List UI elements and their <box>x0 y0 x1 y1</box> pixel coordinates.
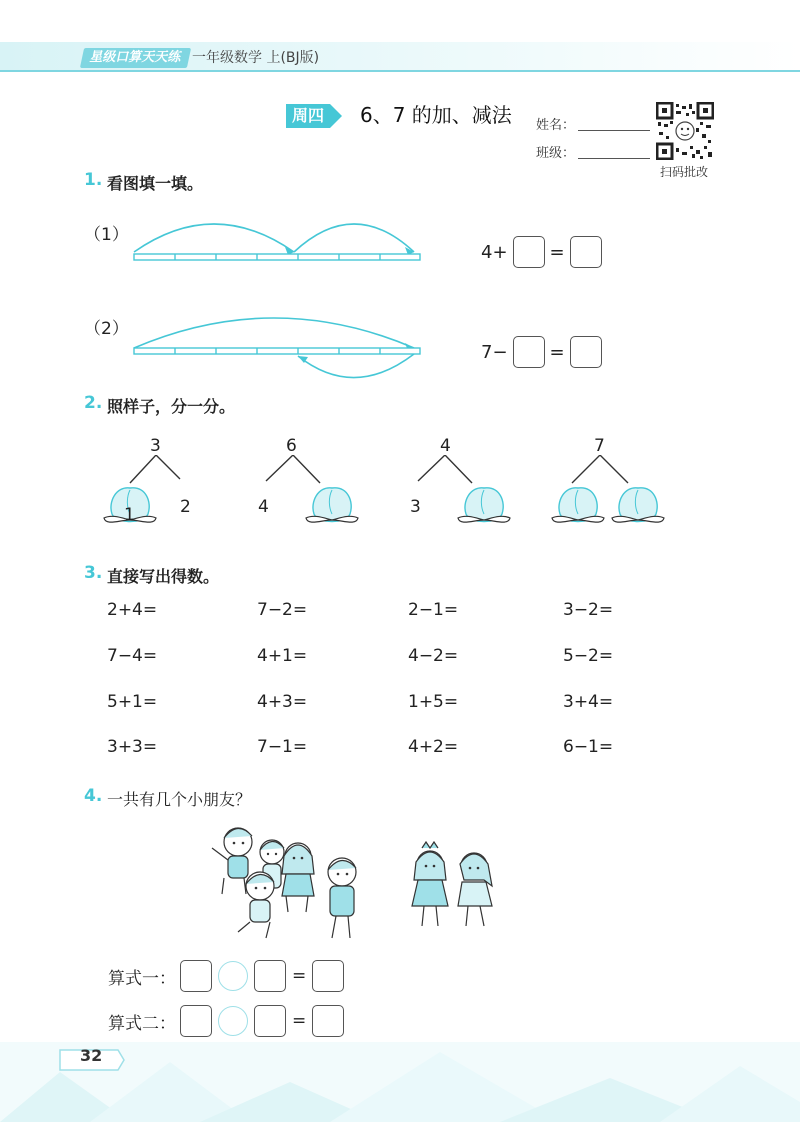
equals-sign: = <box>549 341 565 363</box>
q1-eq1-lead: 4+ <box>481 241 508 263</box>
operator-circle[interactable] <box>218 1006 248 1036</box>
calc-item[interactable]: 2−1= <box>408 600 459 620</box>
tree3-top: 4 <box>440 436 451 456</box>
q1-equation-2 <box>476 336 602 368</box>
answer-box[interactable] <box>570 236 602 268</box>
calc-item[interactable]: 5+1= <box>107 692 158 712</box>
calc-item[interactable]: 4+3= <box>257 692 308 712</box>
q1-number: 1. <box>84 170 103 190</box>
calc-item[interactable]: 7−1= <box>257 737 308 757</box>
tree1-left: 1 <box>124 505 135 525</box>
formula1-label: 算式一： <box>108 968 176 989</box>
tree1-right: 2 <box>180 497 191 517</box>
q1-part1-label: （1） <box>84 225 129 245</box>
class-label: 班级： <box>536 146 576 161</box>
calc-item[interactable]: 7−2= <box>257 600 308 620</box>
calc-item[interactable]: 3+3= <box>107 737 158 757</box>
answer-box[interactable] <box>312 960 344 992</box>
class-field[interactable] <box>536 142 575 161</box>
class-line <box>578 158 650 159</box>
tree4-top: 7 <box>594 436 605 456</box>
answer-box[interactable] <box>513 336 545 368</box>
equals-sign: = <box>292 966 307 986</box>
header-rule <box>0 70 800 72</box>
equals-sign: = <box>549 241 565 263</box>
footer-decoration <box>0 1042 800 1122</box>
answer-box[interactable] <box>180 1005 212 1037</box>
page-number: 32 <box>80 1046 103 1065</box>
calc-item[interactable]: 4+1= <box>257 646 308 666</box>
name-field[interactable] <box>536 114 575 133</box>
q1-part2-label: （2） <box>84 319 129 339</box>
answer-box[interactable] <box>513 236 545 268</box>
formula-row-2 <box>108 1005 350 1037</box>
qr-code-icon[interactable] <box>656 102 714 160</box>
book-title: 一年级数学 上(BJ版) <box>192 50 320 66</box>
tree3-left: 3 <box>410 497 421 517</box>
tree2-top: 6 <box>286 436 297 456</box>
qr-label: 扫码批改 <box>660 165 709 179</box>
answer-box[interactable] <box>180 960 212 992</box>
equals-sign: = <box>292 1011 307 1031</box>
answer-box[interactable] <box>254 960 286 992</box>
q1-equation-1 <box>476 236 602 268</box>
answer-box[interactable] <box>254 1005 286 1037</box>
q3-number: 3. <box>84 563 103 583</box>
calc-item[interactable]: 5−2= <box>563 646 614 666</box>
tree2-left: 4 <box>258 497 269 517</box>
peach-icon[interactable] <box>608 482 668 532</box>
calc-item[interactable]: 7−4= <box>107 646 158 666</box>
tree1-top: 3 <box>150 436 161 456</box>
peach-icon[interactable] <box>302 482 362 532</box>
children-group-right-illustration <box>404 840 500 936</box>
calc-item[interactable]: 4+2= <box>408 737 459 757</box>
calc-item[interactable]: 4−2= <box>408 646 459 666</box>
calc-item[interactable]: 6−1= <box>563 737 614 757</box>
formula2-label: 算式二： <box>108 1013 176 1034</box>
q3-text: 直接写出得数。 <box>107 567 220 586</box>
calc-item[interactable]: 3+4= <box>563 692 614 712</box>
q2-text: 照样子，分一分。 <box>107 397 236 416</box>
q4-text: 一共有几个小朋友？ <box>107 790 252 809</box>
peach-icon[interactable] <box>548 482 608 532</box>
q1-eq2-lead: 7− <box>481 341 508 363</box>
answer-box[interactable] <box>570 336 602 368</box>
q4-number: 4. <box>84 786 103 806</box>
book-series-badge: 星级口算天天练 <box>80 48 191 68</box>
operator-circle[interactable] <box>218 961 248 991</box>
number-line-2 <box>128 300 428 382</box>
q1-text: 看图填一填。 <box>107 174 204 193</box>
number-line-1 <box>128 206 428 266</box>
name-label: 姓名： <box>536 118 576 133</box>
peach-icon[interactable] <box>454 482 514 532</box>
children-group-left-illustration <box>200 812 370 947</box>
answer-box[interactable] <box>312 1005 344 1037</box>
formula-row-1 <box>108 960 350 992</box>
calc-item[interactable]: 2+4= <box>107 600 158 620</box>
q2-number: 2. <box>84 393 103 413</box>
calc-item[interactable]: 3−2= <box>563 600 614 620</box>
day-badge: 周四 <box>286 104 330 128</box>
page-title: 6、7 的加、减法 <box>360 103 512 127</box>
name-line <box>578 130 650 131</box>
calc-item[interactable]: 1+5= <box>408 692 459 712</box>
